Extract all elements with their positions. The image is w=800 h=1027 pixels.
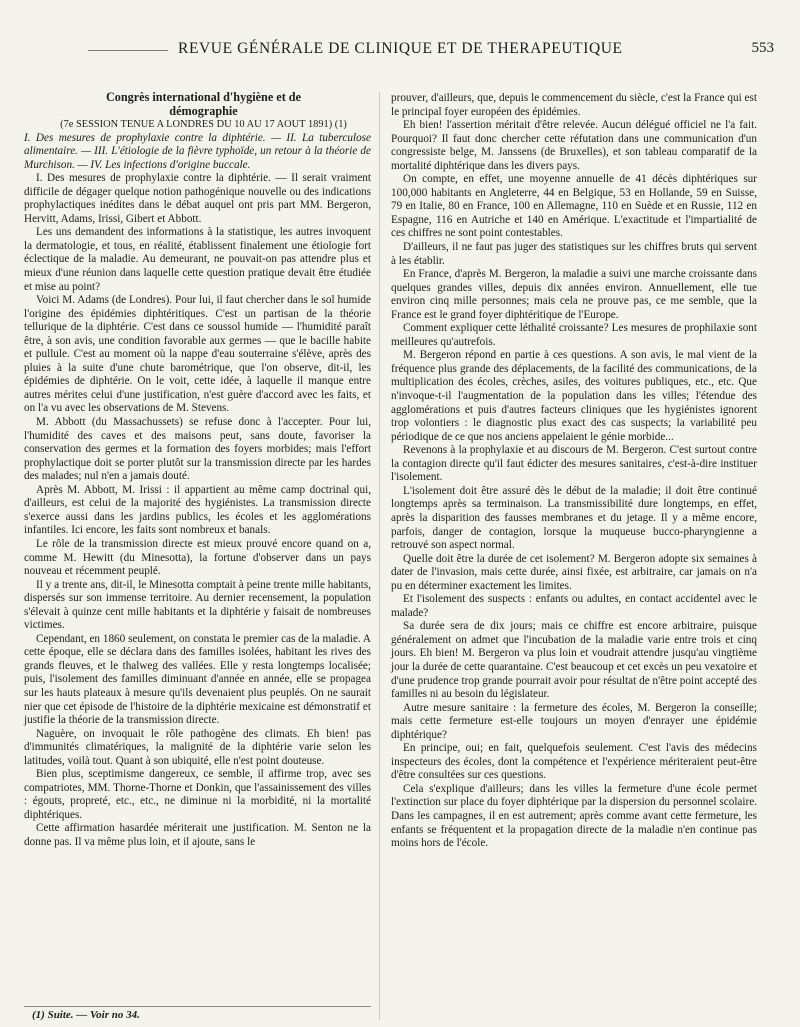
paragraph: En France, d'après M. Bergeron, la maladie a suivi une marche croissante dans quelques grandes villes, depuis dix années environ. Annuellement, elle tue environ cinq mille personnes; mais cela ne prouve pas, ce me semble, que la France est le grand foyer diphtéritique de l'Europe. xyxy=(391,268,757,321)
header-rule xyxy=(88,50,168,51)
paragraph: M. Bergeron répond en partie à ces questions. A son avis, le mal vient de la fréquence plus grande des déplacements, de la facilité des communications, de la multiplication des écoles, crèches, asiles, des voitures publiques, etc., etc. Que n'invoque-t-il l'augmentation de la population dans les villes; l'étendue des agglomérations et puis d'autres facteurs cliniques que les hygiénistes ignorent trop volontiers : le diagnostic plus exact des cas suspects; la variabilité peu périodique de ce que nos anciens appelaient le génie morbide... xyxy=(391,349,757,443)
paragraph: Bien plus, sceptimisme dangereux, ce semble, il affirme trop, avec ses compatriotes, MM. Thorne-Thorne et Donkin, que l'assainissement des villes : égouts, propreté, etc., etc., ne diminue ni la morbidité, ni la mortalité diphtériques. xyxy=(24,768,371,821)
paragraph: On compte, en effet, une moyenne annuelle de 41 décès diphtériques sur 100,000 habitants en Angleterre, 44 en Belgique, 53 en Hollande, 59 en Suisse, 79 en Italie, 80 en France, 100 en Allemagne, 110 en Suède et en Russie, 112 en Espagne, 116 en Autriche et 140 en Amérique. L'exactitude et l'impartialité de ces chiffres ne sont point contestables. xyxy=(391,173,757,240)
paragraph: Quelle doit être la durée de cet isolement? M. Bergeron adopte six semaines à dater de l'invasion, mais cette durée, ainsi fixée, est arbitraire, car jamais on n'a pu en déterminer exactement les limites. xyxy=(391,552,757,592)
footnote: (1) Suite. — Voir no 34. xyxy=(32,1009,140,1021)
paragraph: Et l'isolement des suspects : enfants ou adultes, en contact accidentel avec le malade? xyxy=(391,593,757,619)
paragraph: M. Abbott (du Massachussets) se refuse donc à l'accepter. Pour lui, l'humidité des caves et des maisons peut, sans doute, favoriser la conservation des germes et la formation des foyers morbides; mais l'effort prophylactique doit se porter plutôt sur la transmission directe par les hardes des malades; nul n'en a jamais douté. xyxy=(24,416,371,483)
paragraph: Comment expliquer cette léthalité croissante? Les mesures de prophilaxie sont meilleures qu'autrefois. xyxy=(391,322,757,348)
paragraph: D'ailleurs, il ne faut pas juger des statistiques sur les chiffres bruts qui servent à les établir. xyxy=(391,241,757,267)
column-divider xyxy=(379,92,380,1020)
section-title-line-2: démographie xyxy=(169,104,238,118)
paragraph: Cependant, en 1860 seulement, on constata le premier cas de la maladie. A cette époque, elle se déclara dans des familles isolées, habitant les rives des grands fleuves, et le thalweg des vallées. Elle y resta longtemps localisée; puis, l'isolement des familles diminuant d'année en année, elle se propagea sur les hauts plateaux à mesure qu'ils devenaient plus peuplés. On ne saurait nier que cet épisode de l'histoire de la diphtérie mexicaine est démonstratif et justifie la théorie de la transmission directe. xyxy=(24,632,371,727)
paragraph: Après M. Abbott, M. Irissi : il appartient au même camp doctrinal qui, d'ailleurs, est celui de la majorité des hygiénistes. La transmission directe s'exerce aussi dans les jardins publics, les écoles et les agglomérations infantiles. Ici encore, les faits sont nombreux et banals. xyxy=(24,483,371,537)
paragraph: Autre mesure sanitaire : la fermeture des écoles, M. Bergeron la conseille; mais cette fermeture est-elle toujours un moyen d'enrayer une épidémie diphtérique? xyxy=(391,701,757,741)
page-header xyxy=(28,38,780,62)
paragraph: Eh bien! l'assertion méritait d'être relevée. Aucun délégué officiel ne l'a fait. Pourquoi? Il faut donc chercher cette réfutation dans une communication d'un congressiste belge, M. Janssens (de Bruxelles), et son tableau comparatif de la mortalité diphtérique dans les divers pays. xyxy=(391,119,757,172)
left-column xyxy=(24,90,371,850)
footnote-rule xyxy=(24,1006,371,1007)
paragraph: L'isolement doit être assuré dès le début de la maladie; il doit être continué longtemps après sa terminaison. La transmissibilité dure longtemps, en effet, après la disparition des fausses membranes et du jetage. Il y a même encore, parfois, danger de contagion, lorsque la muqueuse bucco-pharyngienne a retrouvé son aspect normal. xyxy=(391,484,757,552)
paragraph: Cette affirmation hasardée mériterait une justification. M. Senton ne la donne pas. Il va même plus loin, et il ajoute, sans le xyxy=(24,822,371,848)
paragraph: Il y a trente ans, dit-il, le Minesotta comptait à peine trente mille habitants, dispersés sur son immense territoire. Au dernier recensement, la population s'élevait à quinze cent mille habitants et la diphtérie y faisait de nombreuses victimes. xyxy=(24,578,371,632)
page-number: 553 xyxy=(751,40,774,56)
section-title-line-1: Congrès international d'hygiène et de xyxy=(106,90,301,104)
paragraph: Cela s'explique d'ailleurs; dans les villes la fermeture d'une école permet l'extinction sur place du foyer diphtérique par la dispersion du personnel scolaire. Dans les campagnes, il en est autrement; après comme avant cette fermeture, les enfants se fréquentent et la propagation directe de la maladie n'en continue pas moins hors de l'école. xyxy=(391,782,757,850)
paragraph: I. Des mesures de prophylaxie contre la diphtérie. — Il serait vraiment difficile de dégager quelque notion pathogénique nouvelle ou des indications prophylactiques inédites dans le débat auquel ont pris part MM. Bergeron, Hervitt, Adams, Irissi, Gibert et Abbott. xyxy=(24,172,371,225)
paragraph: Revenons à la prophylaxie et au discours de M. Bergeron. C'est surtout contre la contagion directe qu'il faut édicter des mesures sanitaires, c'est-à-dire instituer l'isolement. xyxy=(391,444,757,484)
right-column xyxy=(391,92,757,851)
paragraph: Voici M. Adams (de Londres). Pour lui, il faut chercher dans le sol humide l'origine des épidémies diphtéritiques. C'est un partisan de la théorie tellurique de la diphtérie. C'est dans ce soussol humide — l'humidité paraît être, à son avis, une condition favorable aux germes — que le bacille habite et pullule. C'est au moment où la nappe d'eau souterraine s'élève, après des pluies à la suite d'une chute barométrique, que l'on observe, dit-il, les épidémies de diphtérie. On le voit, cette idée, à laquelle il manque entre autres mérites celui d'une justification, n'est guère d'accord avec les faits, et on l'a vu avec les observations de M. Stevens. xyxy=(24,294,371,415)
paragraph: Le rôle de la transmission directe est mieux prouvé encore quand on a, comme M. Hewitt (du Minesotta), la fortune d'observer dans un pays nouveau et récemment peuplé. xyxy=(24,537,371,578)
paragraph: En principe, oui; en fait, quelquefois seulement. C'est l'avis des médecins inspecteurs des écoles, dont la compétence et l'expérience mériteraient peut-être d'être consultées sur ces questions. xyxy=(391,742,757,782)
paragraph: Naguère, on invoquait le rôle pathogène des climats. Eh bien! pas d'immunités climatériques, la malignité de la diphtérie varie selon les latitudes, voilà tout. Quant à son ubiquité, elle n'est point douteuse. xyxy=(24,727,371,767)
paragraph: Sa durée sera de dix jours; mais ce chiffre est encore arbitraire, puisque généralement on admet que l'incubation de la maladie varie entre trois et cinq jours. Eh bien! M. Bergeron va plus loin et voudrait attendre jusqu'au vingtième jour la durée de cette quarantaine. C'est beaucoup et cet excès un peu vexatoire et d'une prudence trop grande pourrait avoir pour résultat de n'être point accepté des familles ni au besoin du législateur. xyxy=(391,620,757,701)
paragraph: prouver, d'ailleurs, que, depuis le commencement du siècle, c'est la France qui est le principal foyer européen des épidémies. xyxy=(391,92,757,118)
session-line: (7e SESSION TENUE A LONDRES DU 10 AU 17 AOUT 1891) (1) xyxy=(60,119,347,130)
paragraph: Les uns demandent des informations à la statistique, les autres invoquent la dermatologie, et tous, en réalité, établissent finalement une étiologie fort éclectique de la maladie. Au demeurant, ne pouvait-on pas attendre plus et mieux d'une réunion dans laquelle cette question pratique devait être étudiée et mise au point? xyxy=(24,226,371,293)
running-title: REVUE GÉNÉRALE DE CLINIQUE ET DE THERAPEUTIQUE xyxy=(178,40,623,57)
agenda: I. Des mesures de prophylaxie contre la diphtérie. — II. La tuberculose alimentaire. — III. L'étiologie de la fièvre typhoïde, un retour à la théorie de Murchison. — IV. Les infections d'origine buccale. xyxy=(24,131,371,171)
